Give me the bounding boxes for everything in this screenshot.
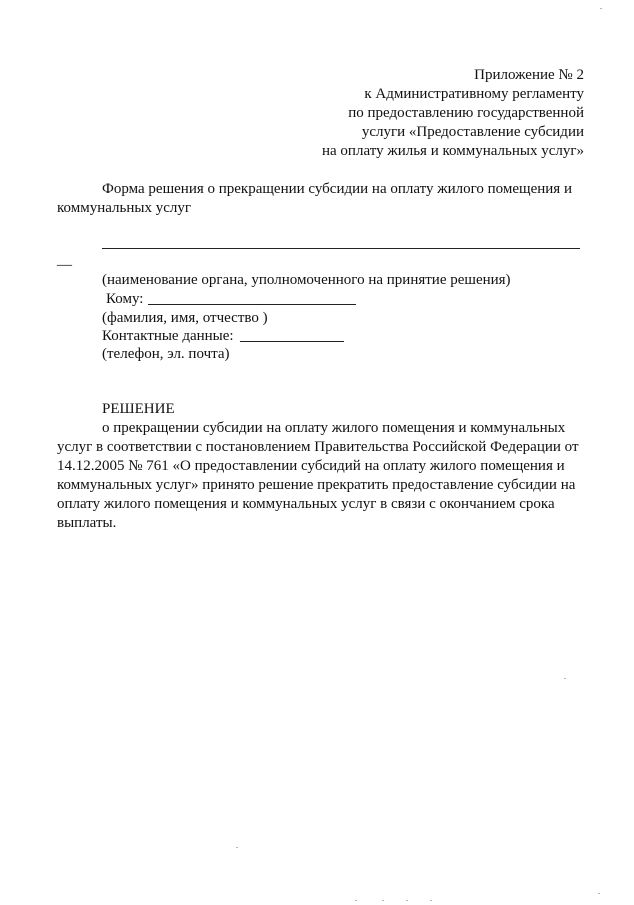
scan-speck xyxy=(406,900,408,901)
appendix-line-2: к Административному регламенту xyxy=(364,86,584,102)
appendix-line-4: услуги «Предоставление субсидии xyxy=(361,124,584,140)
appendix-line-1: Приложение № 2 xyxy=(474,67,584,83)
to-label: Кому: xyxy=(106,291,144,307)
decision-line-1: о прекращении субсидии на оплату жилого помещения и коммунальных xyxy=(102,420,566,436)
form-title-line-1: Форма решения о прекращении субсидии на оплату жилого помещения и xyxy=(102,181,572,197)
appendix-line-5: на оплату жилья и коммунальных услуг» xyxy=(322,143,584,159)
decision-line-2: услуг в соответствии с постановлением Правительства Российской Федерации от xyxy=(57,439,579,455)
decision-heading: РЕШЕНИЕ xyxy=(102,401,175,417)
contacts-caption: (телефон, эл. почта) xyxy=(102,346,230,362)
contacts-underline xyxy=(240,341,344,342)
contacts-label: Контактные данные: xyxy=(102,328,234,344)
organ-name-underline xyxy=(102,248,580,249)
form-title-line-2: коммунальных услуг xyxy=(57,200,192,216)
scan-speck xyxy=(236,847,238,848)
decision-line-4: коммунальных услуг» принято решение прекратить предоставление субсидии на xyxy=(57,477,576,493)
scan-speck xyxy=(598,893,600,894)
recipient-underline xyxy=(148,304,356,305)
fio-caption: (фамилия, имя, отчество ) xyxy=(102,310,268,326)
scan-speck xyxy=(355,900,357,901)
underline-dash: __ xyxy=(57,252,72,268)
scan-speck xyxy=(430,900,432,901)
organ-caption: (наименование органа, уполномоченного на принятие решения) xyxy=(102,272,511,288)
appendix-line-3: по предоставлению государственной xyxy=(348,105,584,121)
decision-line-5: оплату жилого помещения и коммунальных услуг в связи с окончанием срока xyxy=(57,496,555,512)
scan-speck xyxy=(600,8,602,9)
scan-speck xyxy=(382,900,384,901)
decision-line-6: выплаты. xyxy=(57,515,117,531)
scan-speck xyxy=(564,678,566,679)
decision-line-3: 14.12.2005 № 761 «О предоставлении субсидий на оплату жилого помещения и xyxy=(57,458,565,474)
